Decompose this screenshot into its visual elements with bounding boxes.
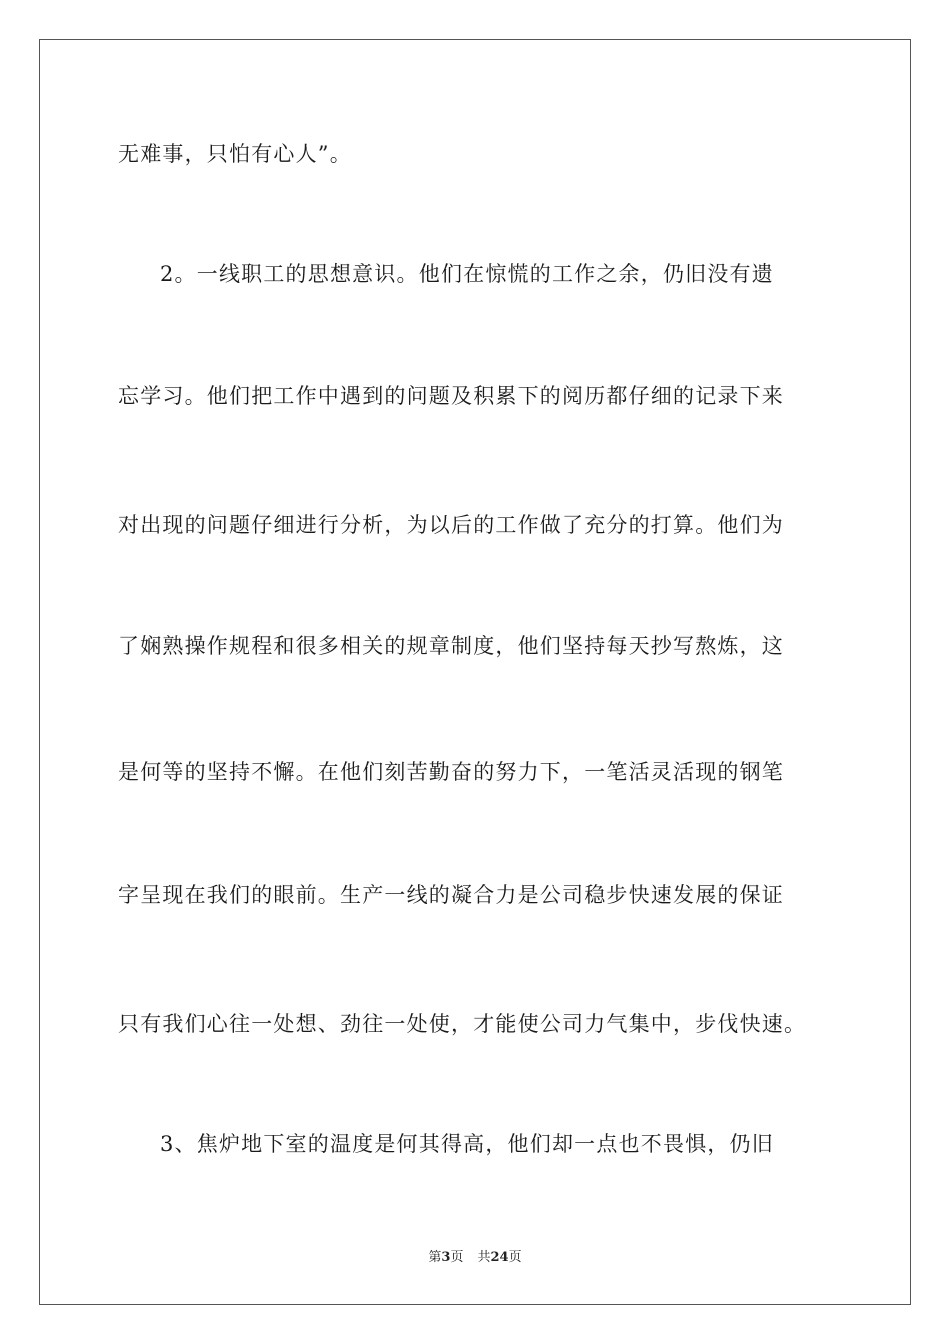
- paragraph-line-9: 3、焦炉地下室的温度是何其得高，他们却一点也不畏惧，仍旧: [160, 1132, 774, 1156]
- paragraph-line-5: 了娴熟操作规程和很多相关的规章制度，他们坚持每天抄写熬炼，这: [118, 634, 784, 658]
- page-prefix: 第: [428, 1250, 442, 1265]
- paragraph-line-1: 无难事，只怕有心人”。: [118, 142, 352, 166]
- paragraph-line-4: 对出现的问题仔细进行分析，为以后的工作做了充分的打算。他们为: [118, 513, 784, 537]
- total-pages: 24: [490, 1250, 509, 1265]
- page-number: 3: [441, 1250, 451, 1265]
- page-border: [39, 39, 911, 1305]
- total-suffix: 页: [508, 1250, 522, 1265]
- paragraph-line-7: 字呈现在我们的眼前。生产一线的凝合力是公司稳步快速发展的保证: [118, 883, 784, 907]
- page-footer: [0, 1249, 950, 1267]
- paragraph-line-2: 2。一线职工的思想意识。他们在惊慌的工作之余，仍旧没有遗: [160, 262, 774, 286]
- paragraph-line-8: 只有我们心往一处想、劲往一处使，才能使公司力气集中，步伐快速。: [118, 1012, 807, 1036]
- total-prefix: 共: [477, 1250, 491, 1265]
- paragraph-line-6: 是何等的坚持不懈。在他们刻苦勤奋的努力下，一笔活灵活现的钢笔: [118, 760, 784, 784]
- paragraph-line-3: 忘学习。他们把工作中遇到的问题及积累下的阅历都仔细的记录下来: [118, 384, 784, 408]
- page-suffix: 页: [450, 1250, 464, 1265]
